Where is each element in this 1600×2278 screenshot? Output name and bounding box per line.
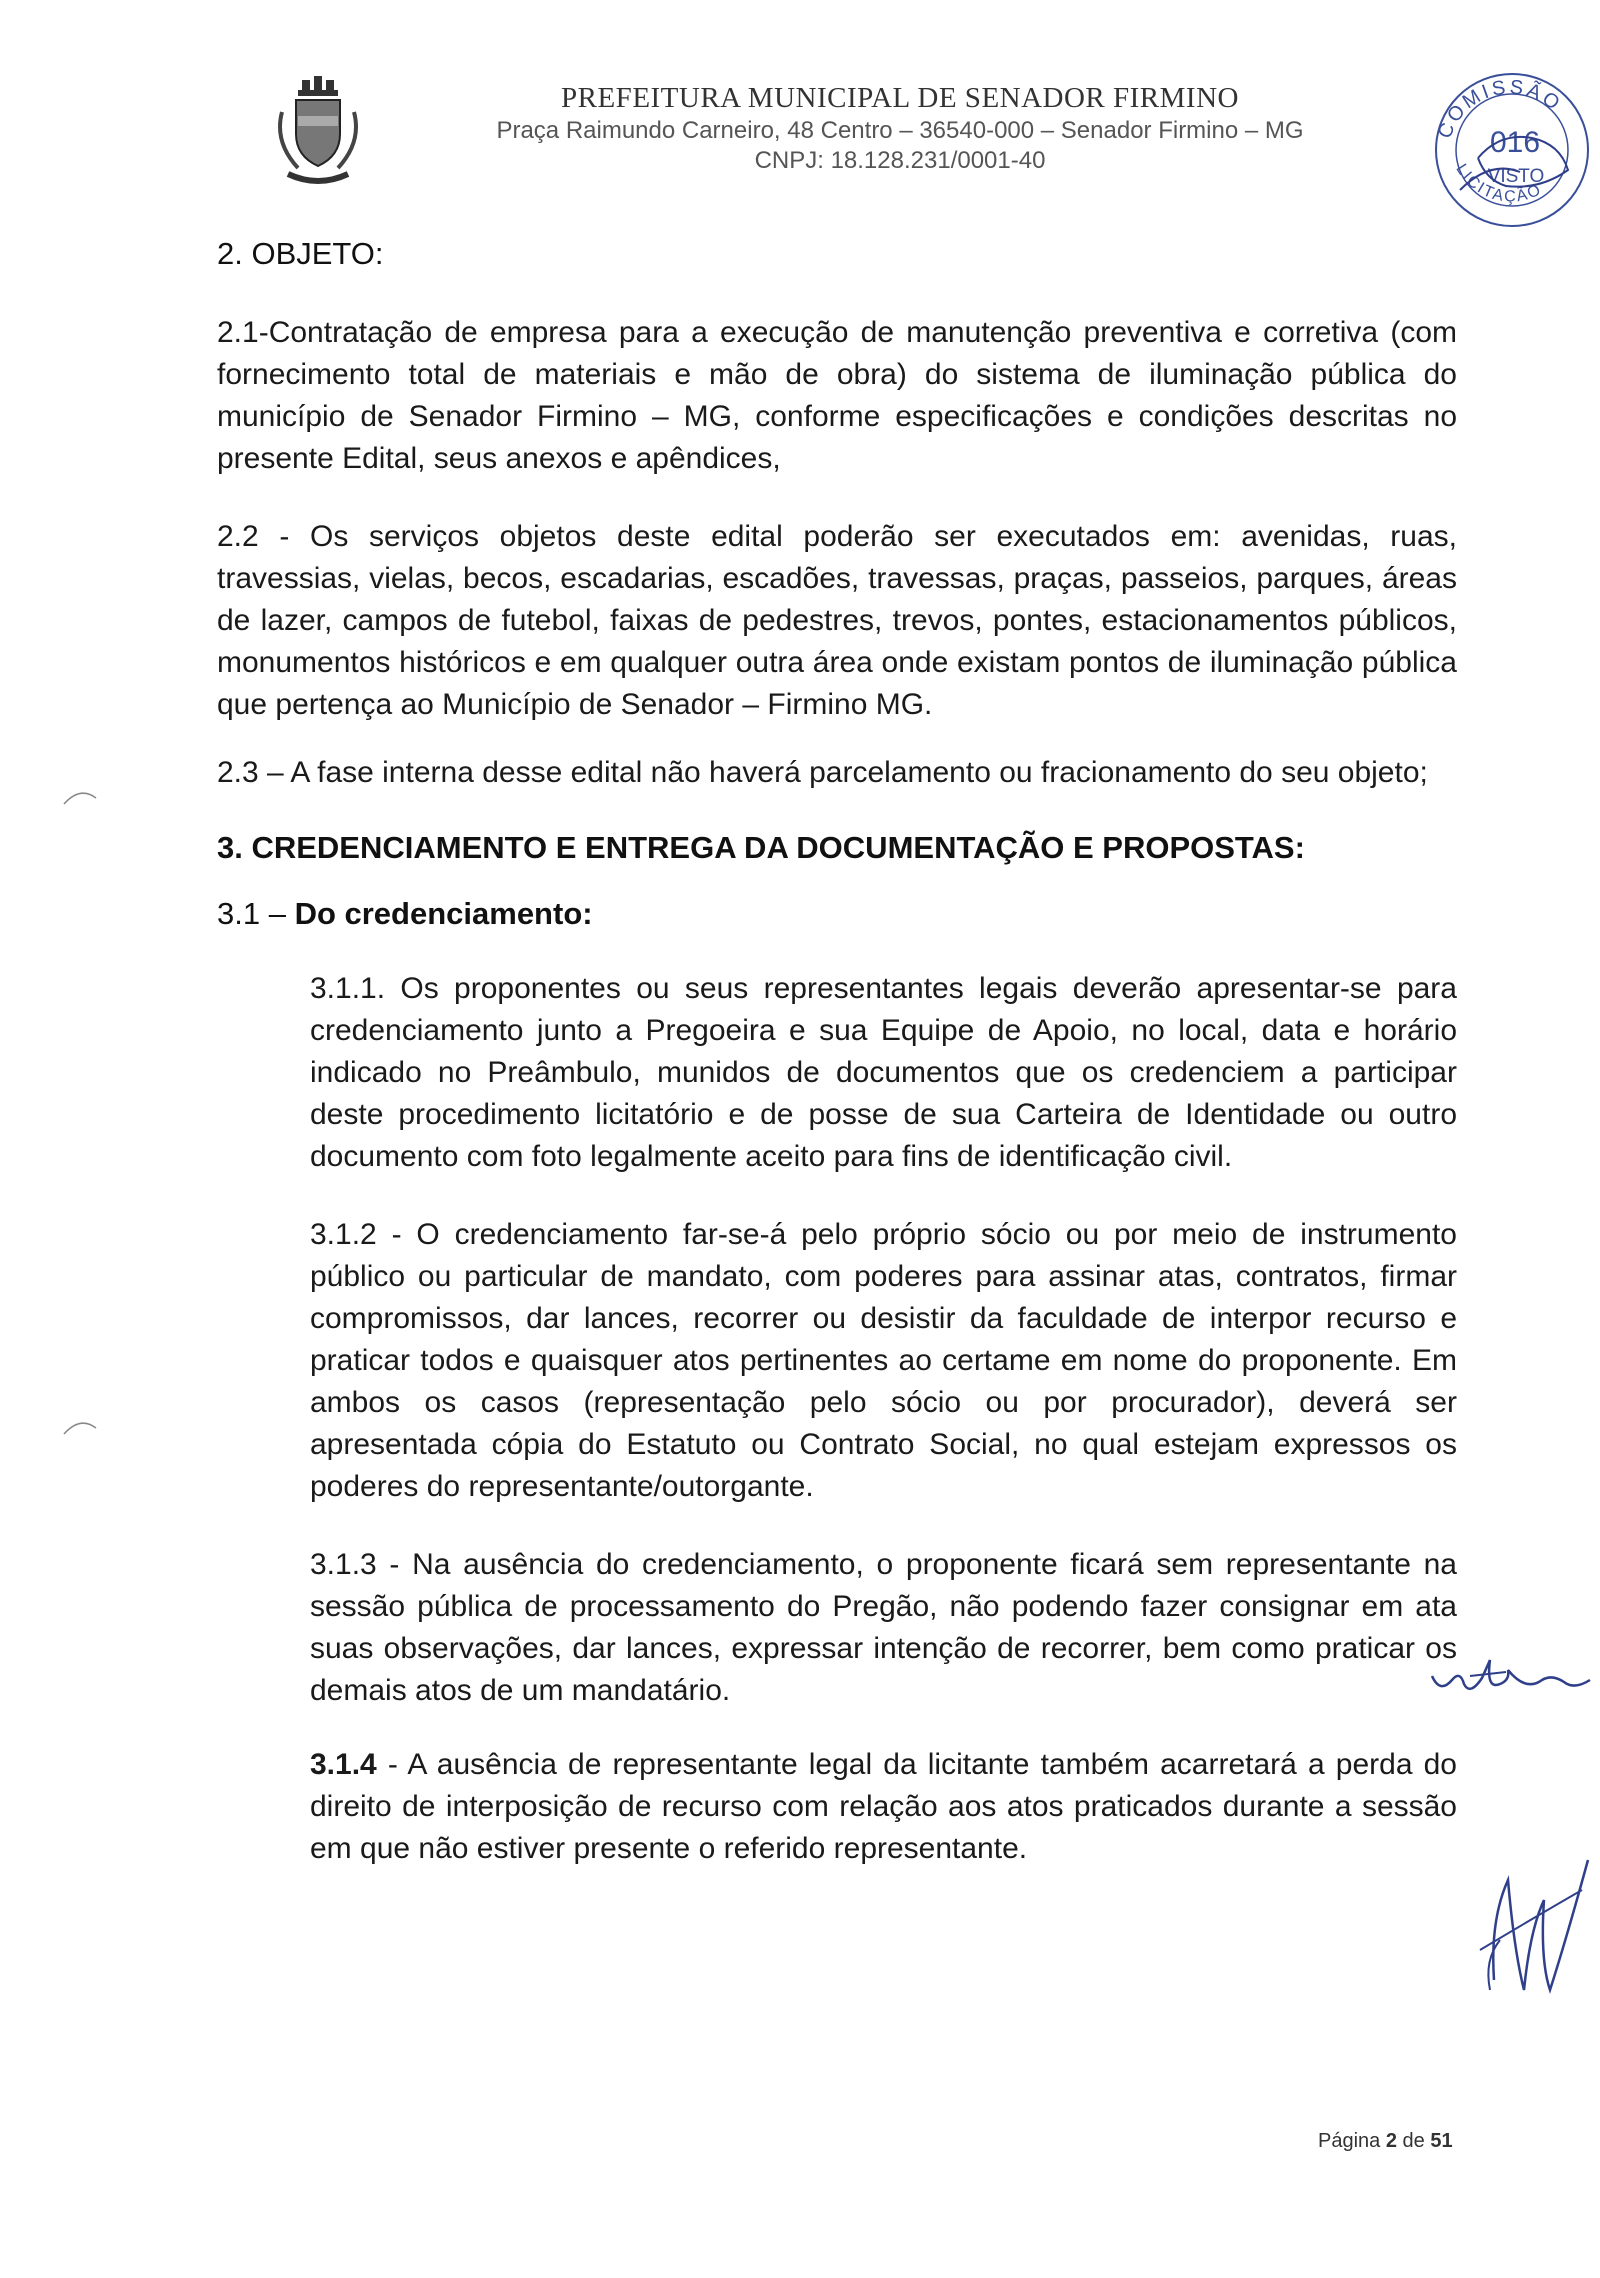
municipality-cnpj: CNPJ: 18.128.231/0001-40 bbox=[754, 147, 1046, 174]
margin-punch-mark bbox=[60, 1416, 100, 1436]
section-3-heading: 3. CREDENCIAMENTO E ENTREGA DA DOCUMENTAÇÃO E PROPOSTAS: bbox=[217, 830, 1305, 865]
page-prefix: Página bbox=[1318, 2130, 1386, 2152]
clause-2-3-text: – A fase interna desse edital não haverá parcelamento ou fracionamento do seu objeto; bbox=[258, 756, 1428, 789]
clause-2-2-number: 2.2 bbox=[217, 520, 259, 553]
commission-stamp bbox=[1420, 40, 1600, 240]
clause-3-1-1 bbox=[217, 968, 1457, 1178]
section-2-heading: 2. OBJETO: bbox=[217, 236, 384, 271]
clause-3-1-2 bbox=[217, 1214, 1457, 1508]
stamp-top-text: COMISSÃO bbox=[1433, 76, 1566, 142]
clause-2-1-number: 2.1 bbox=[217, 316, 259, 349]
clause-3-1-4-number: 3.1.4 bbox=[310, 1748, 377, 1781]
subsection-3-1-number: 3.1 – bbox=[217, 896, 295, 931]
clause-3-1-4-text: - A ausência de representante legal da licitante também acarretará a perda do direito de interposição de recurso com relação aos atos praticados durante a sessão em que não estiver presente o referido representante. bbox=[310, 1748, 1457, 1865]
subsection-3-1-title: Do credenciamento: bbox=[294, 896, 593, 931]
clause-2-1 bbox=[217, 312, 1457, 480]
clause-3-1-2-text: - O credenciamento far-se-á pelo próprio sócio ou por meio de instrumento público ou particular de mandato, com poderes para assinar atas, contratos, firmar compromissos, dar lances, recorrer ou desistir da faculdade de interpor recurso e praticar todos e quaisquer atos pertinentes ao certame em nome do proponente. Em ambos os casos (representação pelo sócio ou por procurador), deverá ser apresentada cópia do Estatuto ou Contrato Social, no qual estejam expressos os poderes do representante/outorgante. bbox=[310, 1218, 1457, 1503]
clause-3-1-4 bbox=[217, 1744, 1457, 1870]
page-separator: de bbox=[1396, 2130, 1431, 2152]
page-current: 2 bbox=[1385, 2130, 1397, 2152]
subsection-3-1-heading bbox=[217, 896, 1457, 932]
clause-2-2-text: - Os serviços objetos deste edital poderão ser executados em: avenidas, ruas, travessias, vielas, becos, escadarias, escadões, travessas, praças, passeios, parques, áreas de lazer, campos de futebol, faixas de pedestres, trevos, pontes, estacionamentos públicos, monumentos históricos e em qualquer outra área onde existam pontos de iluminação pública que pertença ao Município de Senador – Firmino MG. bbox=[217, 520, 1457, 721]
clause-3-1-3-text: - Na ausência do credenciamento, o proponente ficará sem representante na sessão pública de processamento do Pregão, não podendo fazer consignar em ata suas observações, dar lances, expressar intenção de recorrer, bem como praticar os demais atos de um mandatário. bbox=[310, 1548, 1457, 1707]
page-number bbox=[1318, 2130, 1453, 2153]
municipality-address: Praça Raimundo Carneiro, 48 Centro – 36540-000 – Senador Firmino – MG bbox=[496, 117, 1304, 144]
letterhead bbox=[400, 82, 1400, 175]
clause-2-2 bbox=[217, 516, 1457, 726]
clause-3-1-1-number: 3.1.1. bbox=[310, 972, 386, 1005]
municipality-title: PREFEITURA MUNICIPAL DE SENADOR FIRMINO bbox=[561, 82, 1239, 114]
stamp-number: 016 bbox=[1489, 126, 1541, 159]
document-body bbox=[217, 236, 1457, 1870]
stamp-visto: VISTO bbox=[1487, 166, 1545, 187]
clause-3-1-3 bbox=[217, 1544, 1457, 1712]
clause-3-1-3-number: 3.1.3 bbox=[310, 1548, 377, 1581]
clause-2-1-text: -Contratação de empresa para a execução de manutenção preventiva e corretiva (com fornecimento total de materiais e mão de obra) do sistema de iluminação pública do município de Senador Firmino – MG, conforme especificações e condições descritas no presente Edital, seus anexos e apêndices, bbox=[217, 316, 1457, 475]
clause-3-1-2-number: 3.1.2 bbox=[310, 1218, 377, 1251]
signature bbox=[1470, 1840, 1600, 2010]
clause-2-3 bbox=[217, 752, 1457, 794]
municipal-crest-icon bbox=[268, 72, 368, 192]
margin-punch-mark bbox=[60, 786, 100, 806]
clause-2-3-number: 2.3 bbox=[217, 756, 259, 789]
clause-3-1-1-text: Os proponentes ou seus representantes legais deverão apresentar-se para credenciamento junto a Pregoeira e sua Equipe de Apoio, no local, data e horário indicado no Preâmbulo, munidos de documentos que os credenciem a participar deste procedimento licitatório e de posse de sua Carteira de Identidade ou outro documento com foto legalmente aceito para fins de identificação civil. bbox=[310, 972, 1457, 1173]
stamp-bottom-text: LICITAÇÃO bbox=[1452, 161, 1545, 206]
handwritten-initials bbox=[1430, 1640, 1600, 1710]
page-total: 51 bbox=[1430, 2130, 1453, 2152]
